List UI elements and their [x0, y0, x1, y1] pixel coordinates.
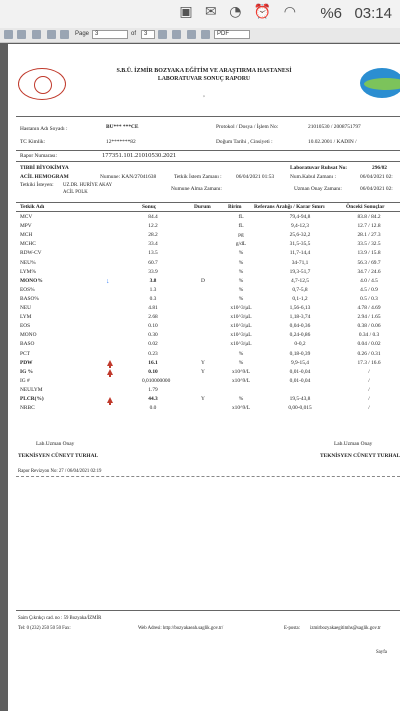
row-unit: x10^3/µL [230, 332, 252, 339]
requester-unit: ACİL POLK [63, 190, 88, 195]
status-bar [0, 0, 400, 28]
row-result: 60.7 [148, 259, 158, 266]
high-flag-icon [107, 397, 113, 403]
row-unit: % [238, 359, 244, 366]
row-ref: 1,56-6,13 [289, 305, 311, 311]
page-label: Page [75, 31, 90, 37]
pdf-toolbar [0, 28, 400, 43]
birth-label: Doğum Tarihi , Cinsiyeti : [216, 139, 273, 145]
row-prev: 56.3 / 69.7 [357, 259, 381, 266]
battery-level: %6 [320, 5, 342, 22]
row-prev: 12.7 / 12.8 [357, 223, 381, 230]
footer-email[interactable]: izmirbozyakaegitimhs@saglik.gov.tr [310, 626, 381, 631]
row-result: 0.10 [148, 323, 158, 330]
row-prev: 28.1 / 27.3 [357, 232, 381, 239]
row-name: IG % [20, 368, 34, 375]
row-status: Y [201, 359, 205, 366]
row-name: EOS% [20, 286, 35, 293]
report-revision: Rapor Revizyon No: 27 / 06/04/2021 02:19 [18, 469, 102, 474]
page-number-input[interactable]: 3 [92, 30, 128, 39]
test-name: ACİL HEMOGRAM [20, 174, 69, 180]
license-value: 296/02 [372, 165, 387, 171]
requester-label: Tetkiki İsteyen: [20, 182, 54, 188]
row-ref: 19,3-51,7 [289, 268, 311, 275]
clock: 03:14 [354, 5, 392, 22]
accept-time-value: 06/04/2021 02: [360, 174, 393, 180]
row-result: 13.5 [148, 250, 158, 257]
row-ref: 0,00-0,015 [288, 405, 312, 412]
total-pages: 3 [141, 30, 155, 39]
row-prev: 34.7 / 24.6 [357, 268, 381, 275]
row-name: NEULYM [20, 386, 43, 393]
row-unit: g/dL [235, 241, 247, 248]
row-ref: 0,18-0,39 [289, 350, 311, 357]
row-unit: % [238, 259, 244, 266]
row-ref: 25,6-32,2 [289, 232, 311, 239]
approve-time-label: Uzman Onay Zamanı: [294, 186, 342, 192]
row-ref: 31,5-35,5 [289, 241, 311, 248]
patient-name-value: BU*** ***CE [106, 124, 139, 130]
sample-time-label: Numune Alma Zamanı: [171, 186, 222, 192]
row-result: 0.23 [148, 350, 158, 357]
row-ref: 0,01-0,04 [289, 368, 311, 375]
title-dot: , [203, 92, 205, 98]
row-name: IG # [20, 377, 30, 384]
report-number-label: Rapor Numarası: [20, 153, 57, 159]
row-ref: 34-71,1 [291, 259, 309, 266]
row-prev: 0.04 / 0.02 [357, 341, 381, 348]
row-prev: 0.38 / 0.06 [357, 323, 381, 330]
row-unit: x10^3/µL [230, 305, 252, 311]
footer-page: Sayfa [376, 650, 387, 655]
high-flag-icon [107, 360, 113, 366]
request-time-label: Tetkik İstem Zamanı : [174, 174, 222, 180]
row-prev: 0.26 / 0.31 [357, 350, 381, 357]
row-ref: 19,5-43,8 [289, 396, 311, 402]
row-name: BASO% [20, 295, 39, 302]
row-prev: / [368, 386, 370, 393]
row-name: LYM% [20, 268, 36, 275]
approve-time-value: 06/04/2021 02: [360, 186, 393, 192]
row-ref: 4,7-12,5 [291, 277, 309, 284]
row-ref: 0-0,2 [294, 341, 306, 348]
row-name: BASO [20, 341, 35, 348]
row-ref: 79,4-94,8 [289, 214, 311, 220]
tc-value: 12*******82 [106, 139, 136, 145]
row-prev: 4.78 / 4.69 [357, 305, 381, 311]
row-result: 0.0 [149, 405, 157, 412]
col-header-result: Sonuç [142, 204, 157, 210]
status-icons: ▣ ✉ ◔ ⏰ ◠ [179, 4, 300, 20]
request-time-value: 06/04/2021 01:53 [236, 174, 275, 180]
row-result: 12.2 [148, 223, 158, 230]
footer-address: Saim Çıkrıkçı cad. no : 59 Bozyaka/İZMİR [18, 616, 102, 621]
row-unit: fL [238, 214, 244, 220]
row-ref: 9,9-15,4 [291, 359, 309, 366]
row-result: 0.02 [148, 341, 158, 348]
protocol-value: 21010530 / 2008751797 [308, 124, 361, 130]
save-icon[interactable] [17, 30, 26, 39]
row-unit: x10^3/µL [230, 341, 252, 348]
next-page-icon[interactable] [158, 30, 167, 39]
col-header-name: Tetkik Adı [20, 204, 45, 210]
report-number-value: 177351.101.21010530.2021 [102, 152, 177, 159]
patient-name-label: Hastanın Adı Soyadı : [20, 126, 68, 132]
hospital-title: S.B.Ü. İZMİR BOZYAKA EĞİTİM VE ARAŞTIRMA HASTANESİ [116, 68, 292, 74]
high-flag-icon [107, 369, 113, 375]
row-name: PLCR(%) [20, 396, 44, 402]
row-ref: 1,18-3,74 [289, 314, 311, 321]
row-result: 2.68 [148, 314, 158, 321]
row-prev: 17.3 / 16.6 [357, 359, 381, 366]
row-ref: 9,4-12,3 [291, 223, 309, 230]
report-page [8, 44, 400, 711]
row-name: MCH [20, 232, 33, 239]
footer-email-label: E-posta: [284, 626, 300, 631]
row-name: PCT [20, 350, 30, 357]
row-result: 1.79 [148, 386, 158, 393]
row-result: 84.4 [148, 214, 158, 220]
prev-page-icon[interactable] [60, 30, 69, 39]
row-name: EOS [20, 323, 31, 330]
row-unit: % [238, 295, 244, 302]
accept-time-label: Num.Kabul Zamanı : [290, 174, 336, 180]
row-result: 0,010000000 [142, 377, 171, 384]
row-name: MCV [20, 214, 33, 220]
right-signature-name: TEKNİSYEN CÜNEYT TURHAL [320, 453, 400, 459]
row-status: D [201, 277, 205, 284]
left-signature-title: Lab.Uzman Onay [36, 441, 75, 447]
requester-doctor: UZ.DR. HURİYE AKAY [63, 183, 113, 188]
row-name: NEU% [20, 259, 36, 266]
department: TIBBİ BİYOKİMYA [20, 165, 69, 171]
col-header-unit: Birim [228, 204, 242, 210]
row-status: Y [201, 368, 205, 375]
copy-icon[interactable] [32, 30, 41, 39]
row-prev: 2.94 / 1.65 [357, 314, 381, 321]
row-unit: % [238, 286, 244, 293]
first-page-icon[interactable] [47, 30, 56, 39]
row-prev: / [368, 368, 370, 375]
row-unit: x10^3/µL [230, 314, 252, 321]
row-unit: fL [238, 223, 244, 230]
row-result: 28.2 [148, 232, 158, 239]
row-unit: x10^9/L [231, 405, 251, 412]
row-result: 3.8 [149, 277, 157, 284]
row-unit: % [238, 268, 244, 275]
license-label: Laboratuvar Ruhsat No: [290, 165, 348, 171]
row-ref: 0,7-5,8 [292, 286, 308, 293]
print-icon[interactable] [4, 30, 13, 39]
row-name: MONO% [20, 277, 43, 284]
row-prev: 0.5 / 0.3 [360, 295, 378, 302]
row-name: RDW-CV [20, 250, 42, 257]
row-unit: x10^3/µL [230, 323, 252, 330]
of-label: of [131, 31, 137, 37]
right-signature-title: Lab.Uzman Onay [334, 441, 373, 447]
row-result: 16.1 [148, 359, 158, 366]
footer-web[interactable]: Web Adresi: http://bozyakaeah.saglik.gov.tr/ [138, 626, 224, 631]
row-name: LYM [20, 314, 32, 321]
view-icon[interactable] [201, 30, 210, 39]
col-header-prev: Önceki Sonuçlar [346, 204, 385, 210]
col-header-status: Durum [194, 204, 211, 210]
sample-label: Numune: KAN/27041638 [100, 174, 157, 180]
low-flag-icon: ↓ [106, 276, 110, 285]
row-result: 33.9 [148, 268, 158, 275]
row-prev: 4.5 / 0.9 [360, 286, 378, 293]
row-unit: x10^9/L [231, 377, 251, 384]
row-result: 44.3 [148, 396, 158, 402]
row-prev: 13.9 / 15.8 [357, 250, 381, 257]
row-prev: 83.8 / 84.2 [357, 214, 381, 220]
row-result: 33.4 [148, 241, 158, 248]
row-ref: 0,04-0,36 [289, 323, 311, 330]
export-icon[interactable] [187, 30, 196, 39]
row-status: Y [201, 396, 205, 402]
row-name: NRBC [20, 405, 35, 412]
row-prev: 4.0 / 4.5 [360, 277, 378, 284]
report-title: LABORATUVAR SONUÇ RAPORU [157, 76, 251, 82]
row-prev: 0.34 / 0.3 [358, 332, 380, 339]
row-prev: / [368, 377, 370, 384]
left-signature-name: TEKNİSYEN CÜNEYT TURHAL [18, 453, 99, 459]
row-ref: 0,01-0,04 [289, 377, 311, 384]
row-result: 1.3 [149, 286, 157, 293]
last-page-icon[interactable] [172, 30, 181, 39]
row-name: NEU [20, 305, 32, 311]
row-unit: % [238, 277, 244, 284]
tc-label: TC Kimlik: [20, 139, 46, 145]
col-header-ref: Referans Aralığı / Karar Sınırı [254, 204, 325, 210]
protocol-label: Protokol / Dosya / İşlem No: [216, 124, 279, 130]
row-name: PDW [20, 359, 33, 366]
row-unit: % [238, 350, 244, 357]
row-result: 0.30 [148, 332, 158, 339]
row-unit: % [238, 250, 244, 257]
row-name: MONO [20, 332, 37, 339]
birth-value: 10.02.2001 / KADIN / [308, 139, 357, 145]
row-name: MCHC [20, 241, 36, 248]
row-prev: / [368, 396, 370, 402]
row-unit: pg [238, 232, 244, 239]
row-result: 4.81 [148, 305, 158, 311]
row-unit: % [238, 396, 244, 402]
format-select[interactable]: PDF [214, 30, 250, 39]
row-name: MPV [20, 223, 32, 230]
row-result: 0.10 [148, 368, 158, 375]
row-prev: / [368, 405, 370, 412]
row-ref: 0,1-1,2 [292, 295, 308, 302]
footer-phone: Tel: 0 (232) 250 50 50 Fax: [18, 626, 71, 631]
row-result: 0.3 [149, 295, 157, 302]
row-ref: 11,7-14,4 [289, 250, 311, 257]
row-unit: x10^9/L [231, 368, 251, 375]
row-ref: 0,24-0,86 [289, 332, 311, 339]
row-prev: 33.5 / 32.5 [357, 241, 381, 248]
